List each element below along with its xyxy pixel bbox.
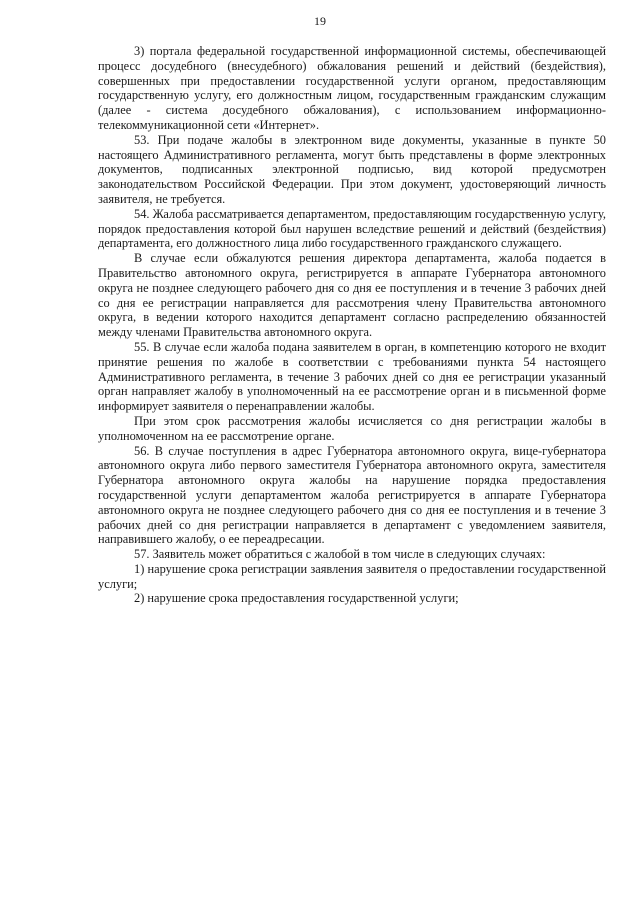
list-item-1: 1) нарушение срока регистрации заявления заявителя о предоставлении государственной услуги; [98, 561, 606, 591]
paragraph-54: 54. Жалоба рассматривается департаментом, предоставляющим государственную услугу, порядок предоставления которой был нарушен вследствие решений и действий (бездействия) департамента, его должностного лица либо государственного гражданского служащего. [98, 206, 606, 251]
paragraph-55-continued: При этом срок рассмотрения жалобы исчисляется со дня регистрации жалобы в уполномоченном на ее рассмотрение органе. [98, 413, 606, 443]
paragraph-55: 55. В случае если жалоба подана заявителем в орган, в компетенцию которого не входит принятие решения по жалобе в соответствии с требованиями пункта 54 настоящего Административного регламента, в течение 3 рабочих дней со дня ее регистрации указанный орган направляет жалобу в уполномоченный на ее рассмотрение орган и в письменной форме информирует заявителя о перенаправлении жалобы. [98, 339, 606, 414]
paragraph-54-continued: В случае если обжалуются решения директора департамента, жалоба подается в Правительство автономного округа, регистрируется в аппарате Губернатора автономного округа не позднее следующего рабочего дня со дня ее поступления и в течение 3 рабочих дней со дня ее регистрации направляется для рассмотрения члену Правительства автономного округа, в ведении которого находится департамент согласно распределению обязанностей между членами Правительства автономного округа. [98, 251, 606, 340]
paragraph-56: 56. В случае поступления в адрес Губернатора автономного округа, вице-губернатора автономного округа либо первого заместителя Губернатора автономного округа, заместителя Губернатора автономного округа жалобы на нарушение порядка предоставления государственной услуги департаментом жалоба регистрируется в аппарате Губернатора автономного округа не позднее следующего рабочего дня со дня ее поступления и в течение 3 рабочих дней со дня регистрации направляется в департамент с уведомлением заявителя, направившего жалобу, о ее переадресации. [98, 443, 606, 547]
paragraph-53: 53. При подаче жалобы в электронном виде документы, указанные в пункте 50 настоящего Административного регламента, могут быть представлены в форме электронных документов, подписанных электронной подписью, вид которой предусмотрен законодательством Российской Федерации. При этом документ, удостоверяющий личность заявителя, не требуется. [98, 132, 606, 206]
paragraph-57: 57. Заявитель может обратиться с жалобой в том числе в следующих случаях: [134, 547, 546, 562]
page-number: 19 [314, 14, 326, 28]
paragraph-item-3: 3) портала федеральной государственной информационной системы, обеспечивающей процесс досудебного (внесудебного) обжалования решений и действий (бездействия), совершенных при предоставлении государственной услуги органом, предоставляющим государственную услугу, его должностным лицом, государственным гражданским служащим (далее - система досудебного обжалования), с использованием информационно-телекоммуникационной сети «Интернет». [98, 44, 606, 132]
list-item-2: 2) нарушение срока предоставления государственной услуги; [134, 591, 459, 606]
document-body [98, 44, 606, 606]
